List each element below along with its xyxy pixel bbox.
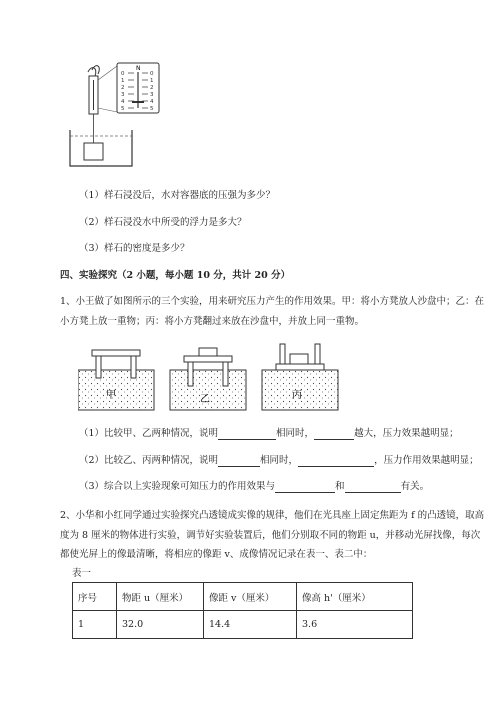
scale-tick-1: 1: [121, 78, 125, 84]
table-header-cell: 像高 h'（厘米）: [297, 583, 413, 611]
q2-line-2: 度为 8 厘米的物体进行实验，调节好实验装置后，他们分别取不同的物距 u，并移动光屏找像，每次: [60, 529, 481, 541]
scale-unit-label: N: [136, 65, 141, 72]
q1-sub-1-blank-2[interactable]: [314, 429, 354, 440]
q1-sub-1-c: 越大，压力效果越明显；: [354, 428, 459, 439]
table-header-cell: 像距 v（厘米）: [204, 583, 297, 611]
q1-stem-line-2: 小方凳上放一重物；丙：将小方凳翻过来放在沙盘中，并放上同一重物。: [60, 315, 365, 327]
section-title: 四、实验探究（2 小题，每小题 10 分，共计 20 分）: [60, 270, 291, 281]
q1-sub-2: [79, 455, 479, 467]
q1-sub-1-a: （1）比较甲、乙两种情况，说明: [79, 428, 219, 439]
q1-sub-1-b: 相同时，: [276, 428, 315, 439]
table-cell: 32.0: [117, 611, 204, 639]
q1-sub-3-b: 和: [335, 481, 345, 492]
q1-sub-2-a: （2）比较乙、丙两种情况，说明: [79, 455, 219, 466]
table-cell: 1: [73, 611, 117, 639]
question-top-3: （3）样石的密度是多少？: [79, 243, 190, 254]
tray-label-bing: 丙: [292, 390, 302, 401]
table-cell: 3.6: [297, 611, 413, 639]
data-table-1: [72, 582, 413, 639]
q1-sub-3-blank-1[interactable]: [275, 482, 335, 493]
q2-stem: [60, 506, 485, 565]
q1-stem: [60, 292, 485, 331]
scale-tick-2: 2: [121, 85, 125, 91]
q1-sub-3-c: 有关。: [400, 481, 430, 492]
table-header-row: [73, 583, 413, 611]
scale-right-tick-1: 1: [150, 78, 154, 84]
sand-tray-diagrams: [78, 340, 348, 412]
q1-sub-2-blank-1[interactable]: [218, 456, 260, 467]
scale-tick-0: 0: [121, 71, 125, 77]
scale-right-tick-0: 0: [150, 71, 154, 77]
q1-sub-1: [79, 428, 459, 440]
scale-right-tick-3: 3: [150, 92, 154, 98]
table-row: [73, 611, 413, 639]
q1-sub-2-b: 相同时，: [260, 455, 299, 466]
q1-sub-2-blank-2[interactable]: [298, 456, 374, 467]
tray-yi: [170, 348, 246, 410]
scale-tick-3: 3: [121, 92, 125, 98]
scale-right-tick-2: 2: [150, 85, 154, 91]
q2-line-3: 都使光屏上的像最清晰，将相应的像距 v、成像情况记录在表一、表二中：: [60, 549, 373, 560]
table-cell: 14.4: [204, 611, 297, 639]
spring-scale-diagram: [62, 58, 172, 170]
tray-jia: [78, 350, 154, 410]
q1-sub-1-blank-1[interactable]: [218, 429, 276, 440]
table-caption: 表一: [72, 568, 92, 579]
table-header-cell: 物距 u（厘米）: [117, 583, 204, 611]
tray-bing: [262, 344, 338, 410]
tray-label-yi: 乙: [200, 394, 210, 405]
scale-right-tick-5: 5: [150, 106, 154, 112]
scale-tick-4: 4: [121, 99, 125, 105]
q1-stem-line-1: 1、小王做了如图所示的三个实验，用来研究压力产生的作用效果。甲：将小方凳放人沙盘中；乙：在: [60, 296, 485, 307]
q1-sub-3: [79, 481, 429, 493]
question-top-2: （2）样石浸没水中所受的浮力是多大？: [79, 217, 247, 228]
q1-sub-2-c: ，压力作用效果越明显；: [374, 455, 479, 466]
q1-sub-3-blank-2[interactable]: [345, 482, 401, 493]
q1-sub-3-a: （3）综合以上实验现象可知压力的作用效果与: [79, 481, 276, 492]
scale-tick-5: 5: [121, 106, 125, 112]
tray-label-jia: 甲: [106, 390, 116, 401]
table-header-cell: 序号: [73, 583, 117, 611]
scale-right-tick-4: 4: [150, 99, 154, 105]
q2-line-1: 2、小华和小红同学通过实验探究凸透镜成实像的规律，他们在光具座上固定焦距为 f 的凸透镜，取高: [60, 510, 485, 521]
question-top-1: （1）样石浸没后，水对容器底的压强为多少？: [79, 190, 276, 201]
